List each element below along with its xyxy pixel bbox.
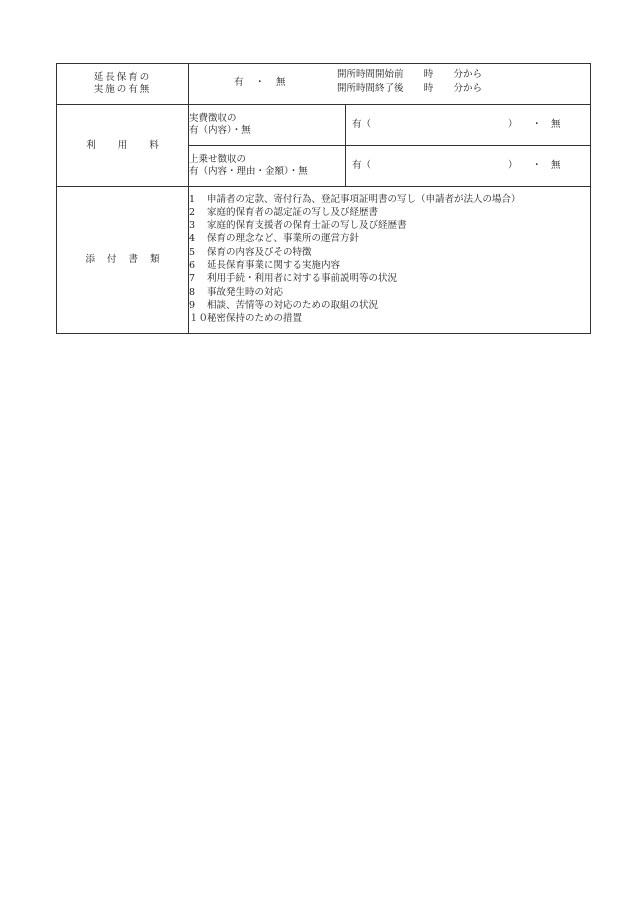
- attachment-item-number: 7: [189, 273, 196, 285]
- attachment-item-number: 5: [189, 246, 196, 258]
- attachments-row: [57, 187, 591, 334]
- actual-cost-label-line2: 有（内容）・無: [189, 125, 251, 136]
- attachment-item-number: 1: [189, 193, 196, 205]
- actual-cost-nashi: ・ 無: [532, 119, 561, 130]
- attachment-item: [189, 220, 590, 233]
- actual-cost-label-line1: 実費徴収の: [189, 113, 237, 125]
- extended-care-value: [189, 64, 591, 105]
- attachment-item-text: 保育の内容及びその特徴: [207, 246, 312, 258]
- before-opening-row: [337, 69, 482, 83]
- actual-cost-ari: 有（: [352, 119, 372, 130]
- extended-care-label-line1: 延長保育の: [93, 72, 152, 84]
- attachment-item-text: 家庭的保育者の認定証の写し及び経歴書: [207, 206, 379, 218]
- attachment-item-text: 秘密保持のための措置: [207, 313, 303, 325]
- surcharge-nashi: ・ 無: [532, 160, 561, 171]
- actual-cost-close: ）: [508, 119, 518, 130]
- extended-care-label: [57, 64, 189, 105]
- attachment-item-text: 申請者の定款、寄付行為、登記事項証明書の写し（申請者が法人の場合）: [207, 193, 521, 205]
- extended-care-times: [337, 69, 482, 97]
- fees-label-cell: [57, 105, 189, 187]
- attachments-list: [189, 187, 591, 334]
- actual-cost-value[interactable]: [346, 105, 591, 146]
- attachment-item-text: 延長保育事業に関する実施内容: [207, 260, 341, 271]
- attachment-item-text: 利用手続・利用者に対する事前説明等の状況: [207, 273, 398, 285]
- fees-label: 利用料: [86, 139, 181, 151]
- attachment-item-number: １０: [189, 313, 209, 325]
- attachment-item-text: 事故発生時の対応: [207, 286, 284, 298]
- attachment-item-number: 2: [189, 206, 196, 218]
- surcharge-close: ）: [508, 160, 518, 171]
- attachments-items: [189, 194, 590, 327]
- attachment-item-number: 8: [189, 286, 196, 298]
- extended-care-label-line2: 実施の有無: [93, 84, 152, 95]
- extended-care-ari-nashi[interactable]: 有 ・ 無: [234, 77, 287, 88]
- attachment-item: [189, 300, 590, 313]
- after-closing-label: 開所時間終了後: [337, 83, 404, 94]
- surcharge-value[interactable]: [346, 146, 591, 187]
- attachment-item: [189, 194, 590, 207]
- after-hour-unit[interactable]: 時: [423, 83, 434, 94]
- before-minute-unit[interactable]: 分から: [453, 69, 483, 80]
- attachment-item-number: 3: [189, 220, 196, 232]
- attachment-item-number: 4: [189, 233, 196, 245]
- attachment-item: [189, 207, 590, 220]
- before-hour-unit[interactable]: 時: [423, 69, 434, 80]
- attachment-item: [189, 247, 590, 260]
- attachments-label-cell: [57, 187, 189, 334]
- surcharge-label-line1: 上乗せ徴収の: [189, 154, 247, 166]
- actual-cost-row: [57, 105, 591, 146]
- surcharge-label-line2: 有（内容・理由・金額）・無: [189, 166, 308, 177]
- attachment-item-number: 6: [189, 260, 196, 271]
- attachment-item: [189, 313, 590, 326]
- surcharge-label: [189, 146, 346, 187]
- application-form-table: [56, 63, 591, 334]
- surcharge-ari: 有（: [352, 160, 372, 171]
- attachment-item-text: 家庭的保育支援者の保育士証の写し及び経歴書: [207, 220, 407, 232]
- before-opening-label: 開所時間開始前: [337, 69, 404, 80]
- attachment-item: [189, 287, 590, 300]
- after-closing-row: [337, 83, 482, 97]
- attachment-item: [189, 233, 590, 246]
- extended-care-row: [57, 64, 591, 105]
- attachment-item: [189, 260, 590, 273]
- attachment-item-number: 9: [189, 299, 196, 311]
- attachment-item: [189, 273, 590, 286]
- actual-cost-label: [189, 105, 346, 146]
- attachment-item-text: 保育の理念など、事業所の運営方針: [207, 233, 360, 245]
- attachment-item-text: 相談、苦情等の対応のための取組の状況: [207, 299, 379, 311]
- after-minute-unit[interactable]: 分から: [453, 83, 483, 94]
- attachments-label: 添付書類: [85, 254, 172, 266]
